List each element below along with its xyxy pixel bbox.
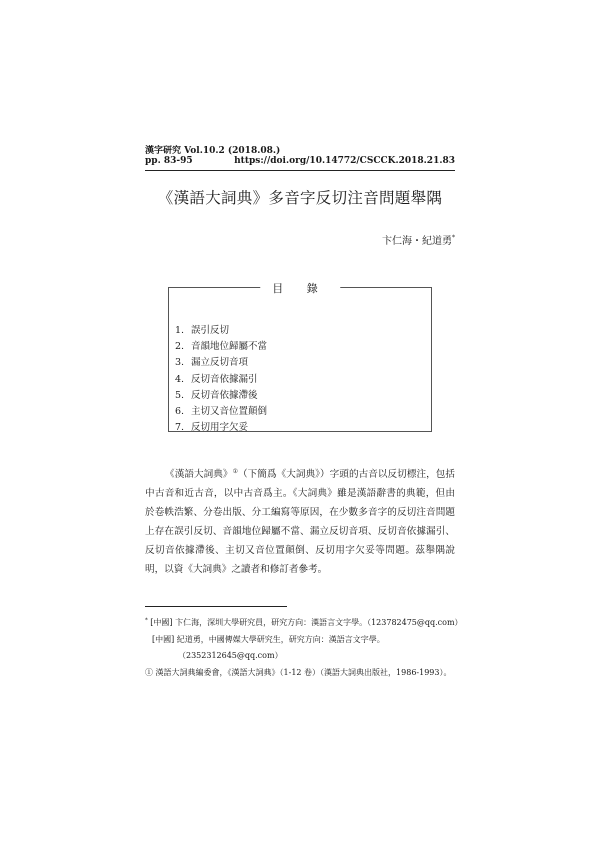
toc-item: 4. 反切音依據漏引	[175, 373, 258, 385]
page-range: pp. 83-95	[145, 156, 193, 166]
author-line	[382, 232, 455, 247]
footnote-ref-1[interactable]: ①	[232, 468, 239, 475]
header-pages-row	[145, 156, 455, 166]
toc-item: 6. 主切又音位置顛倒	[175, 406, 268, 418]
author-footnote-mark: *	[452, 234, 455, 242]
toc-list	[175, 323, 267, 436]
toc-heading: 目 錄	[260, 280, 340, 296]
toc-item: 1. 誤引反切	[175, 325, 230, 336]
footnote-rule	[145, 606, 287, 607]
paper-title: 《漢語大詞典》多音字反切注音問題舉隅	[157, 189, 443, 207]
footnote-author-2: [中國] 紀道勇，中國傳媒大學研究生，研究方向：漢語言文字學。	[152, 635, 385, 644]
footnote-1: ① 漢語大詞典編委會，《漢語大詞典》（1-12 卷）（漢語大詞典出版社，1986-1993）。	[145, 668, 452, 677]
toc-item: 7. 反切用字欠妥	[175, 422, 249, 434]
doi-link[interactable]: https://doi.org/10.14772/CSCCK.2018.21.83	[234, 156, 455, 166]
footnote-author-1: * [中國] 卞仁海，深圳大學研究員，研究方向：漢語言文字學。（123782475@qq.com）	[145, 617, 463, 627]
table-of-contents	[168, 282, 432, 434]
toc-item: 2. 音韻地位歸屬不當	[175, 341, 268, 353]
toc-item: 3. 漏立反切音項	[175, 357, 249, 369]
header-rule	[145, 170, 455, 171]
abstract-paragraph: 《漢語大詞典》①（下簡爲《大詞典》）字頭的古音以反切標注，包括中古音和近古音，以中古音爲主。《大詞典》雖是漢語辭書的典範，但由於卷帙浩繁、分卷出版、分工編寫等原因，在少數多音字的反切注音問題上存在誤引反切、音韻地位歸屬不當、漏立反切音項、反切音依據漏引、反切音依據滯後、主切又音位置顛倒、反切用字欠妥等問題。茲舉隅說明，以資《大詞典》之讀者和修訂者參考。	[145, 468, 456, 576]
journal-citation: 漢字研究 Vol.10.2 (2018.08.)	[145, 146, 281, 156]
toc-item: 5. 反切音依據滯後	[175, 389, 258, 401]
footnote-author-2-email: （2352312645@qq.com）	[178, 651, 283, 660]
author-names: 卞仁海・紀道勇	[382, 236, 452, 247]
